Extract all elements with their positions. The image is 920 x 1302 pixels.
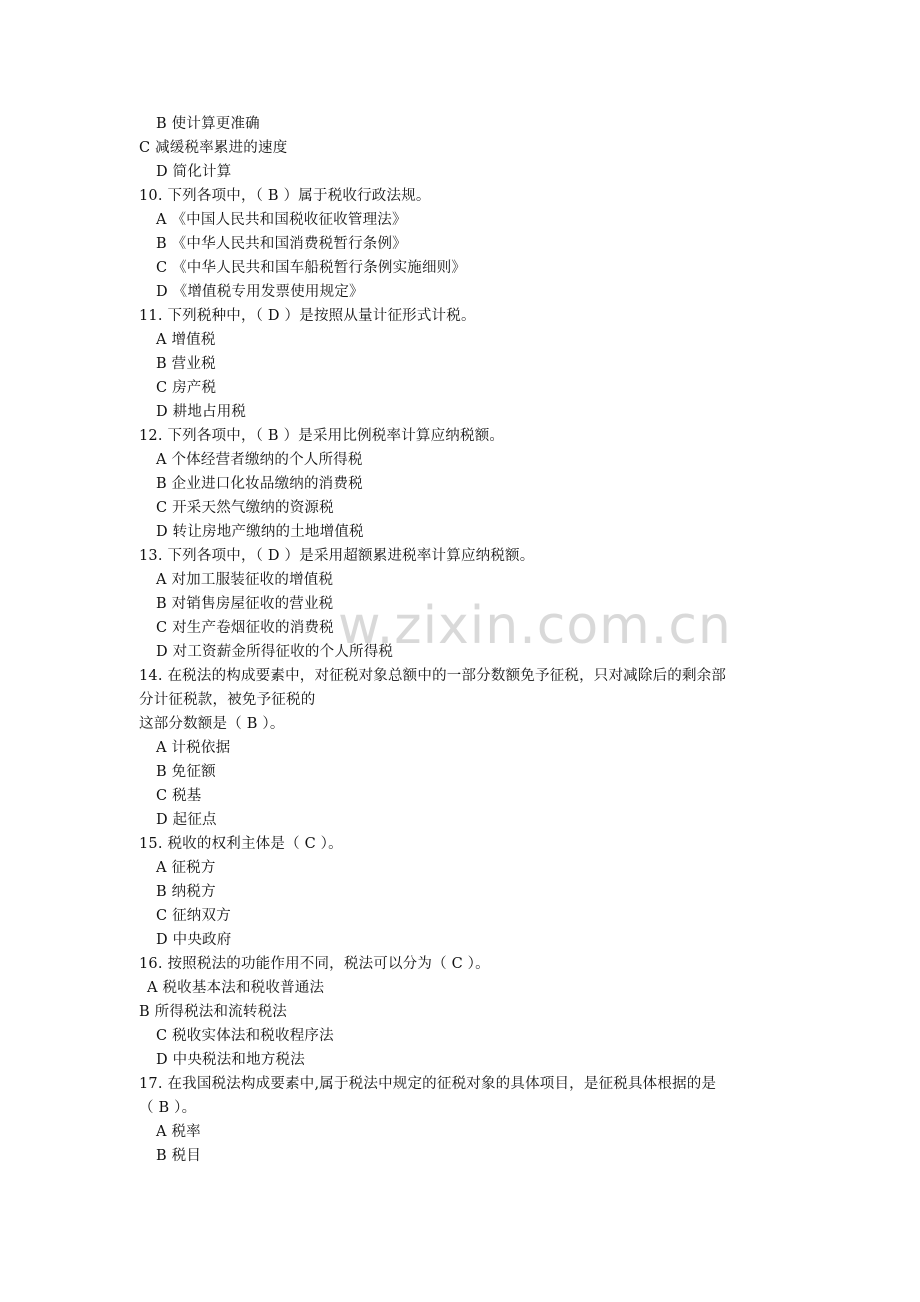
option-line: B 营业税 (156, 356, 216, 372)
question-line: 16. 按照税法的功能作用不同，税法可以分为（ C ）。 (139, 956, 490, 972)
option-line: C 税基 (156, 788, 202, 804)
option-line: D 中央税法和地方税法 (156, 1052, 305, 1068)
option-line: C 税收实体法和税收程序法 (156, 1028, 334, 1044)
option-line: B 纳税方 (156, 884, 216, 900)
option-line: D 耕地占用税 (156, 404, 247, 420)
option-line: C 《中华人民共和国车船税暂行条例实施细则》 (156, 260, 467, 276)
question-line: 10. 下列各项中，（ B ）属于税收行政法规。 (139, 188, 431, 204)
option-line: B 对销售房屋征收的营业税 (156, 596, 334, 612)
question-line: 15. 税收的权利主体是（ C ）。 (139, 836, 343, 852)
option-line: C 开采天然气缴纳的资源税 (156, 500, 334, 516)
question-line-continued: （ B ）。 (139, 1100, 197, 1116)
question-line: 12. 下列各项中，（ B ）是采用比例税率计算应纳税额。 (139, 428, 505, 444)
option-line: D 《增值税专用发票使用规定》 (156, 284, 364, 300)
option-line: B 所得税法和流转税法 (139, 1004, 287, 1020)
option-line: B 《中华人民共和国消费税暂行条例》 (156, 236, 407, 252)
option-line: D 对工资薪金所得征收的个人所得税 (156, 644, 394, 660)
watermark-text: w.zixin.com.cn (338, 596, 732, 656)
question-line: 13. 下列各项中，（ D ）是采用超额累进税率计算应纳税额。 (139, 548, 535, 564)
option-line: A 对加工服装征收的增值税 (156, 572, 334, 588)
option-line: A 计税依据 (156, 740, 231, 756)
option-line: A 税收基本法和税收普通法 (147, 980, 325, 996)
question-line: 14. 在税法的构成要素中，对征税对象总额中的一部分数额免予征税，只对减除后的剩余部 (139, 668, 727, 684)
option-line: A 《中国人民共和国税收征收管理法》 (156, 212, 407, 228)
option-line: B 企业进口化妆品缴纳的消费税 (156, 476, 363, 492)
option-line: B 免征额 (156, 764, 216, 780)
option-line: D 转让房地产缴纳的土地增值税 (156, 524, 364, 540)
option-line: A 个体经营者缴纳的个人所得税 (156, 452, 363, 468)
option-line: D 简化计算 (156, 164, 232, 180)
option-line: C 房产税 (156, 380, 217, 396)
question-line-continued: 分计征税款，被免予征税的 (139, 692, 316, 708)
option-line: C 征纳双方 (156, 908, 231, 924)
option-line: D 起征点 (156, 812, 217, 828)
question-line: 17. 在我国税法构成要素中,属于税法中规定的征税对象的具体项目，是征税具体根据的是 (139, 1076, 717, 1092)
option-line: A 税率 (156, 1124, 201, 1140)
option-line: B 税目 (156, 1148, 202, 1164)
option-line: A 增值税 (156, 332, 216, 348)
option-line: C 对生产卷烟征收的消费税 (156, 620, 334, 636)
question-line: 11. 下列税种中，（ D ）是按照从量计征形式计税。 (139, 308, 476, 324)
option-line: B 使计算更准确 (156, 116, 260, 132)
option-line: D 中央政府 (156, 932, 232, 948)
question-line-continued: 这部分数额是（ B ）。 (139, 716, 285, 732)
option-line: A 征税方 (156, 860, 216, 876)
option-line: C 减缓税率累进的速度 (139, 140, 288, 156)
